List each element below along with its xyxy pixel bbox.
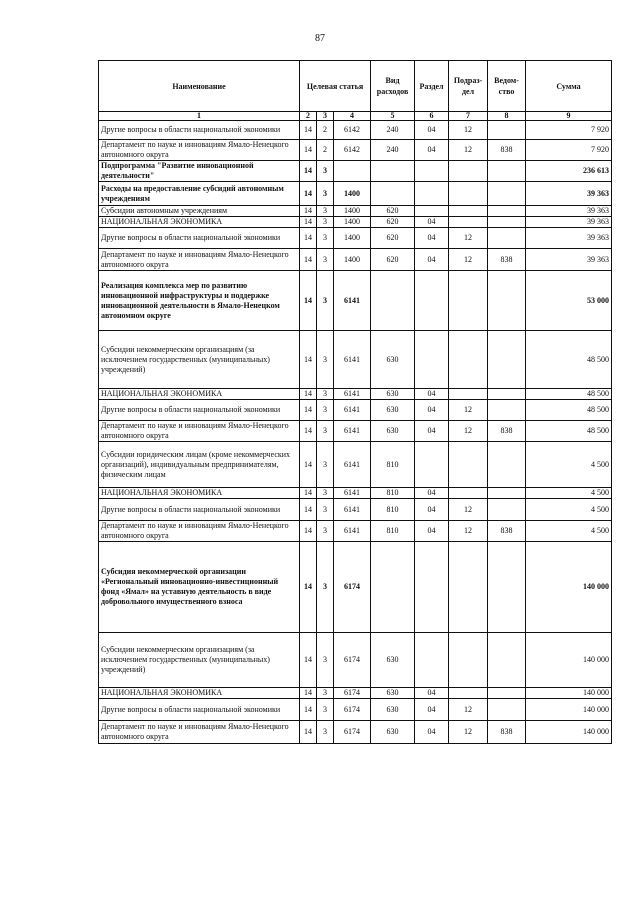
row-amount: 140 000 xyxy=(526,633,612,688)
row-section: 04 xyxy=(415,699,449,721)
table-row xyxy=(99,121,612,140)
table-row xyxy=(99,140,612,161)
row-section xyxy=(415,161,449,182)
row-amount: 4 500 xyxy=(526,488,612,499)
row-target-code: 6142 xyxy=(334,121,371,140)
row-subsection: 12 xyxy=(449,121,488,140)
row-department xyxy=(488,542,526,633)
row-program-code: 14 xyxy=(300,228,317,249)
table-row xyxy=(99,421,612,442)
row-subprogram-code: 3 xyxy=(317,633,334,688)
row-section: 04 xyxy=(415,249,449,271)
row-program-code: 14 xyxy=(300,271,317,331)
row-amount: 4 500 xyxy=(526,521,612,542)
header-target: Целевая статья xyxy=(300,61,371,112)
row-name: Департамент по науке и инновациям Ямало-Ненецкого автономного округа xyxy=(99,721,300,744)
row-section: 04 xyxy=(415,688,449,699)
row-department xyxy=(488,499,526,521)
row-subprogram-code: 3 xyxy=(317,217,334,228)
row-amount: 7 920 xyxy=(526,140,612,161)
row-name: Расходы на предоставление субсидий автономным учреждениям xyxy=(99,182,300,206)
row-program-code: 14 xyxy=(300,331,317,389)
row-target-code: 6174 xyxy=(334,688,371,699)
row-section: 04 xyxy=(415,488,449,499)
row-name: Субсидии юридическим лицам (кроме некоммерческих организаций), индивидуальным предпринимателям, физическим лицам xyxy=(99,442,300,488)
row-amount: 39 363 xyxy=(526,228,612,249)
table-row xyxy=(99,699,612,721)
table-row xyxy=(99,217,612,228)
row-subprogram-code: 3 xyxy=(317,488,334,499)
row-target-code: 6141 xyxy=(334,400,371,421)
row-target-code: 1400 xyxy=(334,217,371,228)
row-department xyxy=(488,206,526,217)
row-name: Другие вопросы в области национальной экономики xyxy=(99,400,300,421)
column-number: 6 xyxy=(415,112,449,121)
table-row xyxy=(99,182,612,206)
row-department xyxy=(488,688,526,699)
row-subprogram-code: 3 xyxy=(317,249,334,271)
row-department xyxy=(488,389,526,400)
row-subprogram-code: 3 xyxy=(317,721,334,744)
row-section: 04 xyxy=(415,521,449,542)
row-name: Другие вопросы в области национальной экономики xyxy=(99,499,300,521)
row-amount: 140 000 xyxy=(526,699,612,721)
row-subsection xyxy=(449,217,488,228)
row-target-code: 6141 xyxy=(334,331,371,389)
row-program-code: 14 xyxy=(300,217,317,228)
row-target-code: 6141 xyxy=(334,421,371,442)
row-subsection xyxy=(449,542,488,633)
row-amount: 48 500 xyxy=(526,389,612,400)
column-number: 4 xyxy=(334,112,371,121)
table-row xyxy=(99,499,612,521)
row-amount: 4 500 xyxy=(526,499,612,521)
header-section: Раздел xyxy=(415,61,449,112)
row-subprogram-code: 2 xyxy=(317,121,334,140)
row-program-code: 14 xyxy=(300,488,317,499)
row-name: Другие вопросы в области национальной экономики xyxy=(99,228,300,249)
row-subprogram-code: 3 xyxy=(317,688,334,699)
row-department xyxy=(488,228,526,249)
row-name: Реализация комплекса мер по развитию инновационной инфраструктуры и поддержке инновационной деятельности в Ямало-Ненецком автономном округе xyxy=(99,271,300,331)
row-section xyxy=(415,182,449,206)
row-subprogram-code: 3 xyxy=(317,521,334,542)
row-expense-type: 810 xyxy=(371,499,415,521)
row-subsection xyxy=(449,688,488,699)
row-expense-type: 630 xyxy=(371,699,415,721)
row-expense-type xyxy=(371,271,415,331)
row-expense-type: 630 xyxy=(371,688,415,699)
row-subsection xyxy=(449,271,488,331)
table-body xyxy=(99,121,612,744)
column-number: 9 xyxy=(526,112,612,121)
row-amount: 140 000 xyxy=(526,721,612,744)
row-expense-type: 240 xyxy=(371,121,415,140)
row-program-code: 14 xyxy=(300,521,317,542)
row-subsection xyxy=(449,488,488,499)
row-expense-type: 240 xyxy=(371,140,415,161)
row-target-code: 1400 xyxy=(334,228,371,249)
row-name: НАЦИОНАЛЬНАЯ ЭКОНОМИКА xyxy=(99,488,300,499)
table-row xyxy=(99,688,612,699)
header-department: Ведом-ство xyxy=(488,61,526,112)
column-number: 1 xyxy=(99,112,300,121)
row-target-code: 6174 xyxy=(334,721,371,744)
row-subsection xyxy=(449,633,488,688)
row-target-code: 6141 xyxy=(334,521,371,542)
row-expense-type: 620 xyxy=(371,217,415,228)
row-amount: 140 000 xyxy=(526,688,612,699)
row-section: 04 xyxy=(415,499,449,521)
row-expense-type: 620 xyxy=(371,249,415,271)
row-target-code: 6174 xyxy=(334,542,371,633)
row-subsection: 12 xyxy=(449,521,488,542)
table-row xyxy=(99,161,612,182)
row-name: НАЦИОНАЛЬНАЯ ЭКОНОМИКА xyxy=(99,688,300,699)
row-expense-type: 630 xyxy=(371,389,415,400)
row-subprogram-code: 2 xyxy=(317,140,334,161)
row-section xyxy=(415,271,449,331)
row-department xyxy=(488,161,526,182)
row-subprogram-code: 3 xyxy=(317,161,334,182)
row-subsection xyxy=(449,389,488,400)
row-expense-type xyxy=(371,542,415,633)
row-subsection: 12 xyxy=(449,421,488,442)
budget-table xyxy=(98,60,612,744)
table-row xyxy=(99,633,612,688)
row-department xyxy=(488,633,526,688)
row-target-code: 6141 xyxy=(334,442,371,488)
row-amount: 7 920 xyxy=(526,121,612,140)
row-name: Субсидии некоммерческим организациям (за исключением государственных (муниципальных) учреждений) xyxy=(99,633,300,688)
row-subsection: 12 xyxy=(449,140,488,161)
row-subsection: 12 xyxy=(449,699,488,721)
header-amount: Сумма xyxy=(526,61,612,112)
row-program-code: 14 xyxy=(300,400,317,421)
row-expense-type: 630 xyxy=(371,331,415,389)
row-subsection: 12 xyxy=(449,499,488,521)
row-name: НАЦИОНАЛЬНАЯ ЭКОНОМИКА xyxy=(99,217,300,228)
row-name: Департамент по науке и инновациям Ямало-Ненецкого автономного округа xyxy=(99,521,300,542)
header-name: Наименование xyxy=(99,61,300,112)
page-number: 87 xyxy=(315,33,325,44)
row-name: Департамент по науке и инновациям Ямало-Ненецкого автономного округа xyxy=(99,249,300,271)
row-department xyxy=(488,442,526,488)
row-subprogram-code: 3 xyxy=(317,389,334,400)
row-department xyxy=(488,182,526,206)
header-expense: Вид расходов xyxy=(371,61,415,112)
row-expense-type: 630 xyxy=(371,721,415,744)
row-expense-type: 630 xyxy=(371,421,415,442)
row-subprogram-code: 3 xyxy=(317,271,334,331)
column-number: 5 xyxy=(371,112,415,121)
row-department: 838 xyxy=(488,249,526,271)
row-subsection: 12 xyxy=(449,228,488,249)
table-row xyxy=(99,521,612,542)
row-department: 838 xyxy=(488,721,526,744)
header-subsection: Подраз-дел xyxy=(449,61,488,112)
row-subsection: 12 xyxy=(449,721,488,744)
row-target-code: 6142 xyxy=(334,140,371,161)
row-program-code: 14 xyxy=(300,249,317,271)
table-row xyxy=(99,228,612,249)
row-program-code: 14 xyxy=(300,206,317,217)
row-name: Подпрограмма "Развитие инновационной деятельности" xyxy=(99,161,300,182)
row-program-code: 14 xyxy=(300,699,317,721)
row-amount: 236 613 xyxy=(526,161,612,182)
row-target-code: 6174 xyxy=(334,699,371,721)
row-amount: 4 500 xyxy=(526,442,612,488)
row-subprogram-code: 3 xyxy=(317,542,334,633)
row-department: 838 xyxy=(488,421,526,442)
row-name: НАЦИОНАЛЬНАЯ ЭКОНОМИКА xyxy=(99,389,300,400)
row-amount: 39 363 xyxy=(526,217,612,228)
row-department: 838 xyxy=(488,521,526,542)
row-name: Другие вопросы в области национальной экономики xyxy=(99,699,300,721)
row-amount: 48 500 xyxy=(526,421,612,442)
row-amount: 140 000 xyxy=(526,542,612,633)
row-section: 04 xyxy=(415,217,449,228)
row-section xyxy=(415,633,449,688)
row-target-code: 6141 xyxy=(334,389,371,400)
row-target-code: 6141 xyxy=(334,488,371,499)
table-row xyxy=(99,542,612,633)
row-section: 04 xyxy=(415,140,449,161)
row-name: Субсидии автономным учреждениям xyxy=(99,206,300,217)
row-name: Департамент по науке и инновациям Ямало-Ненецкого автономного округа xyxy=(99,140,300,161)
row-subprogram-code: 3 xyxy=(317,421,334,442)
row-expense-type xyxy=(371,182,415,206)
row-amount: 48 500 xyxy=(526,400,612,421)
row-department: 838 xyxy=(488,140,526,161)
row-target-code: 6141 xyxy=(334,499,371,521)
row-program-code: 14 xyxy=(300,542,317,633)
row-amount: 39 363 xyxy=(526,206,612,217)
row-expense-type: 630 xyxy=(371,633,415,688)
row-department xyxy=(488,331,526,389)
column-number: 8 xyxy=(488,112,526,121)
row-expense-type xyxy=(371,161,415,182)
row-amount: 39 363 xyxy=(526,182,612,206)
column-number: 3 xyxy=(317,112,334,121)
row-department xyxy=(488,121,526,140)
row-subsection xyxy=(449,182,488,206)
row-section: 04 xyxy=(415,421,449,442)
table-row xyxy=(99,249,612,271)
row-program-code: 14 xyxy=(300,161,317,182)
row-department xyxy=(488,400,526,421)
row-program-code: 14 xyxy=(300,182,317,206)
table-row xyxy=(99,488,612,499)
table-row xyxy=(99,206,612,217)
row-target-code: 1400 xyxy=(334,206,371,217)
table-row xyxy=(99,389,612,400)
row-section: 04 xyxy=(415,721,449,744)
row-section: 04 xyxy=(415,389,449,400)
row-expense-type: 810 xyxy=(371,488,415,499)
row-name: Субсидия некоммерческой организации «Региональный инновационно-инвестиционный фонд «Ямал» на уставную деятельность в виде добровольного имущественного взноса xyxy=(99,542,300,633)
row-amount: 48 500 xyxy=(526,331,612,389)
row-department xyxy=(488,271,526,331)
row-expense-type: 810 xyxy=(371,442,415,488)
row-program-code: 14 xyxy=(300,688,317,699)
row-program-code: 14 xyxy=(300,389,317,400)
row-program-code: 14 xyxy=(300,499,317,521)
row-program-code: 14 xyxy=(300,633,317,688)
row-subprogram-code: 3 xyxy=(317,499,334,521)
row-expense-type: 810 xyxy=(371,521,415,542)
row-expense-type: 630 xyxy=(371,400,415,421)
row-target-code xyxy=(334,161,371,182)
row-subsection xyxy=(449,331,488,389)
row-subsection: 12 xyxy=(449,400,488,421)
row-expense-type: 620 xyxy=(371,228,415,249)
header-row xyxy=(99,61,612,112)
row-target-code: 1400 xyxy=(334,249,371,271)
row-department xyxy=(488,217,526,228)
row-amount: 53 000 xyxy=(526,271,612,331)
row-subprogram-code: 3 xyxy=(317,442,334,488)
row-section xyxy=(415,542,449,633)
row-section xyxy=(415,206,449,217)
row-department xyxy=(488,699,526,721)
row-expense-type: 620 xyxy=(371,206,415,217)
row-section xyxy=(415,331,449,389)
row-subsection xyxy=(449,442,488,488)
row-section: 04 xyxy=(415,400,449,421)
row-program-code: 14 xyxy=(300,140,317,161)
row-amount: 39 363 xyxy=(526,249,612,271)
table-row xyxy=(99,721,612,744)
column-number: 7 xyxy=(449,112,488,121)
row-section xyxy=(415,442,449,488)
row-target-code: 1400 xyxy=(334,182,371,206)
row-target-code: 6174 xyxy=(334,633,371,688)
table-row xyxy=(99,271,612,331)
row-subprogram-code: 3 xyxy=(317,331,334,389)
row-subprogram-code: 3 xyxy=(317,400,334,421)
row-program-code: 14 xyxy=(300,442,317,488)
row-subprogram-code: 3 xyxy=(317,182,334,206)
row-subsection xyxy=(449,161,488,182)
row-name: Субсидии некоммерческим организациям (за исключением государственных (муниципальных) учреждений) xyxy=(99,331,300,389)
row-name: Департамент по науке и инновациям Ямало-Ненецкого автономного округа xyxy=(99,421,300,442)
row-program-code: 14 xyxy=(300,421,317,442)
row-section: 04 xyxy=(415,228,449,249)
table-row xyxy=(99,400,612,421)
row-program-code: 14 xyxy=(300,121,317,140)
row-target-code: 6141 xyxy=(334,271,371,331)
row-subsection xyxy=(449,206,488,217)
table-row xyxy=(99,331,612,389)
row-name: Другие вопросы в области национальной экономики xyxy=(99,121,300,140)
row-subprogram-code: 3 xyxy=(317,699,334,721)
row-department xyxy=(488,488,526,499)
column-number: 2 xyxy=(300,112,317,121)
row-subsection: 12 xyxy=(449,249,488,271)
column-number-row xyxy=(99,112,612,121)
row-subprogram-code: 3 xyxy=(317,228,334,249)
table-row xyxy=(99,442,612,488)
row-program-code: 14 xyxy=(300,721,317,744)
row-section: 04 xyxy=(415,121,449,140)
row-subprogram-code: 3 xyxy=(317,206,334,217)
